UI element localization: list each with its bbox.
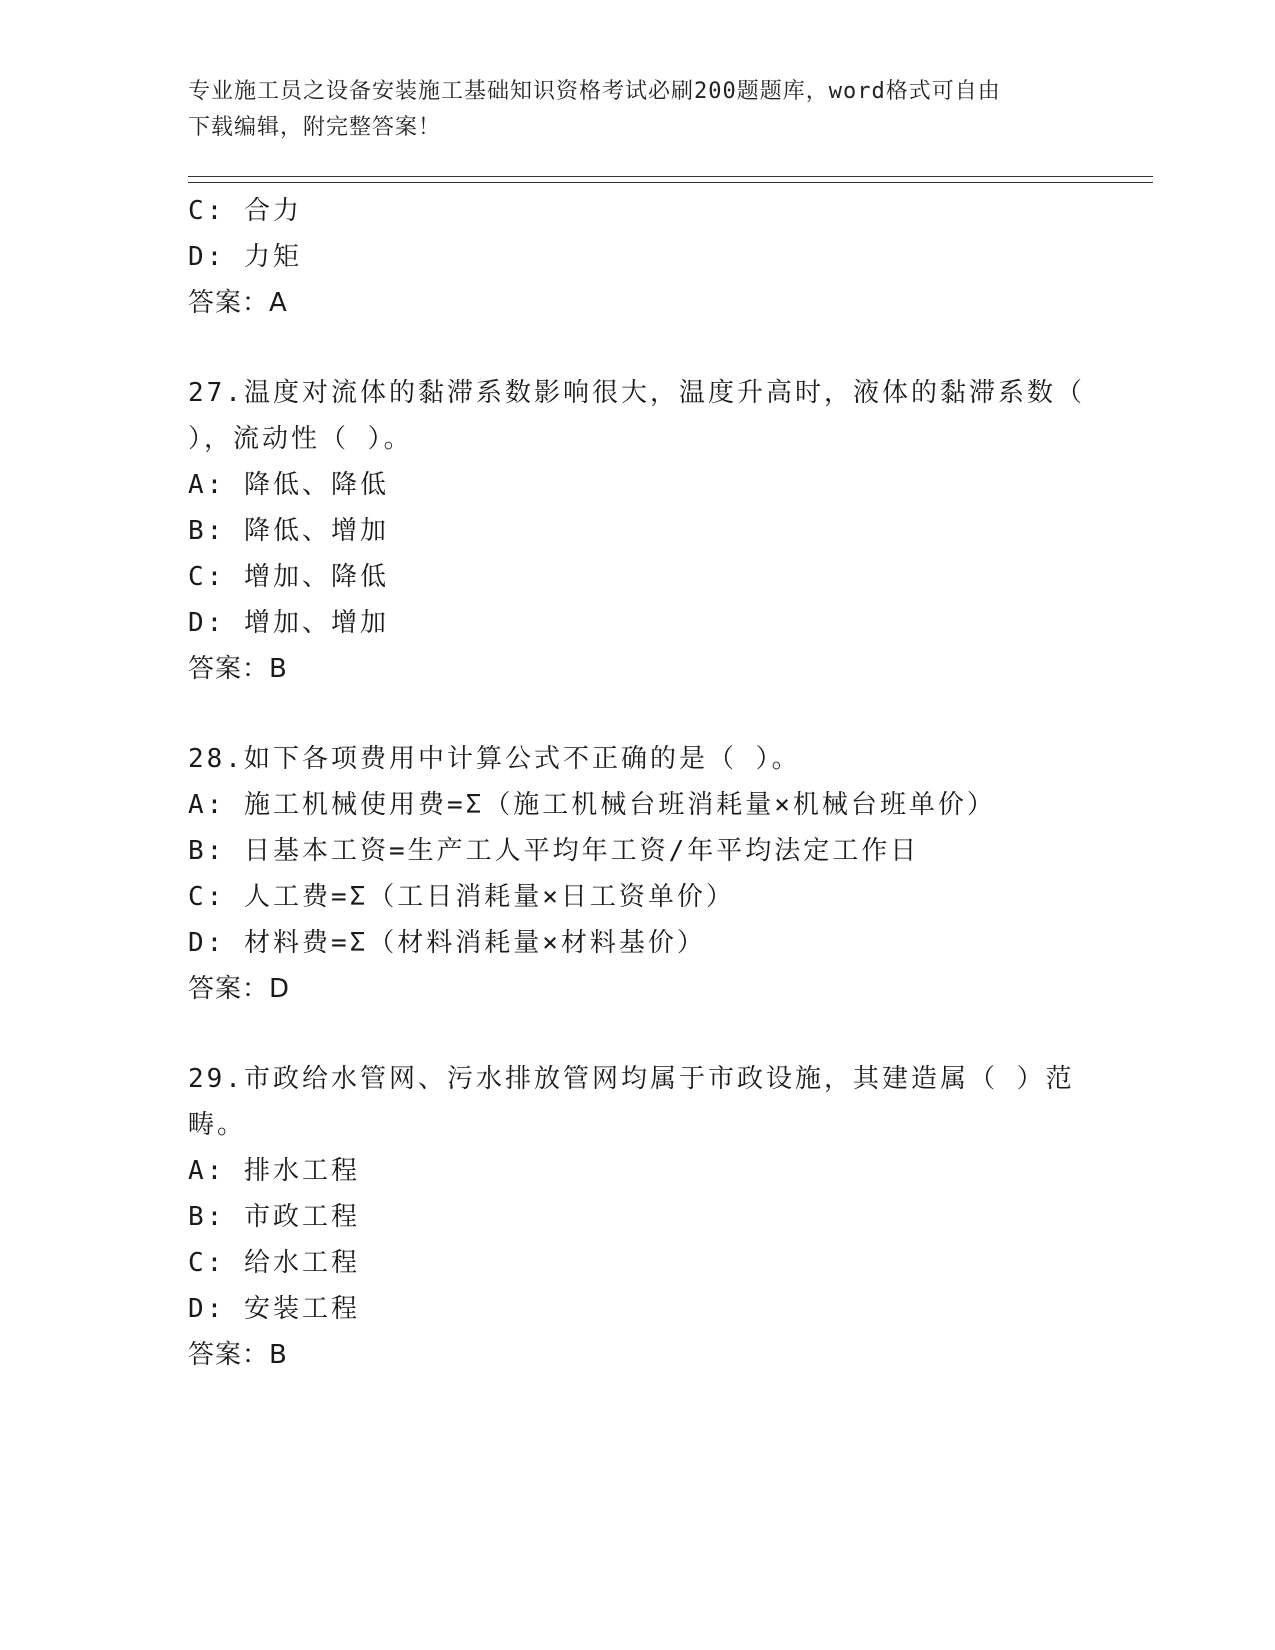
answer-line: 答案：A	[188, 288, 288, 318]
option-b: B: 市政工程	[188, 1202, 360, 1232]
option-a: A: 降低、降低	[188, 470, 389, 500]
option-b: B: 日基本工资=生产工人平均年工资/年平均法定工作日	[188, 836, 920, 866]
prev-question-block	[188, 188, 1088, 326]
option-c: C: 给水工程	[188, 1248, 360, 1278]
document-body	[188, 188, 1088, 1378]
question-stem-line-1: 28.如下各项费用中计算公式不正确的是（ ）。	[188, 744, 801, 774]
answer-line: 答案：D	[188, 974, 291, 1004]
question-stem-line-2: 畴。	[188, 1110, 247, 1140]
document-header	[188, 74, 1068, 146]
question-29	[188, 1056, 1088, 1378]
question-27	[188, 370, 1088, 692]
question-stem-line-1: 27.温度对流体的黏滞系数影响很大，温度升高时，液体的黏滞系数（	[188, 378, 1085, 408]
header-divider-bottom	[188, 182, 1153, 183]
option-c: C: 合力	[188, 196, 302, 226]
option-a: A: 施工机械使用费=Σ（施工机械台班消耗量×机械台班单价）	[188, 790, 996, 820]
answer-line: 答案：B	[188, 654, 288, 684]
option-b: B: 降低、增加	[188, 516, 389, 546]
header-line-1: 专业施工员之设备安装施工基础知识资格考试必刷200题题库，word格式可自由	[188, 79, 1001, 104]
answer-line: 答案：B	[188, 1340, 288, 1370]
option-c: C: 人工费=Σ（工日消耗量×日工资单价）	[188, 882, 735, 912]
question-stem-line-1: 29.市政给水管网、污水排放管网均属于市政设施，其建造属（ ）范	[188, 1064, 1075, 1094]
option-d: D: 材料费=Σ（材料消耗量×材料基价）	[188, 928, 706, 958]
question-stem-line-2: ），流动性（ ）。	[188, 424, 413, 454]
option-d: D: 增加、增加	[188, 608, 389, 638]
option-d: D: 力矩	[188, 242, 302, 272]
option-d: D: 安装工程	[188, 1294, 360, 1324]
option-c: C: 增加、降低	[188, 562, 389, 592]
spacer	[188, 326, 1088, 370]
option-a: A: 排水工程	[188, 1156, 360, 1186]
question-28	[188, 736, 1088, 1012]
header-divider-top	[188, 176, 1153, 177]
spacer	[188, 692, 1088, 736]
header-line-2: 下载编辑，附完整答案！	[188, 115, 442, 140]
spacer	[188, 1012, 1088, 1056]
